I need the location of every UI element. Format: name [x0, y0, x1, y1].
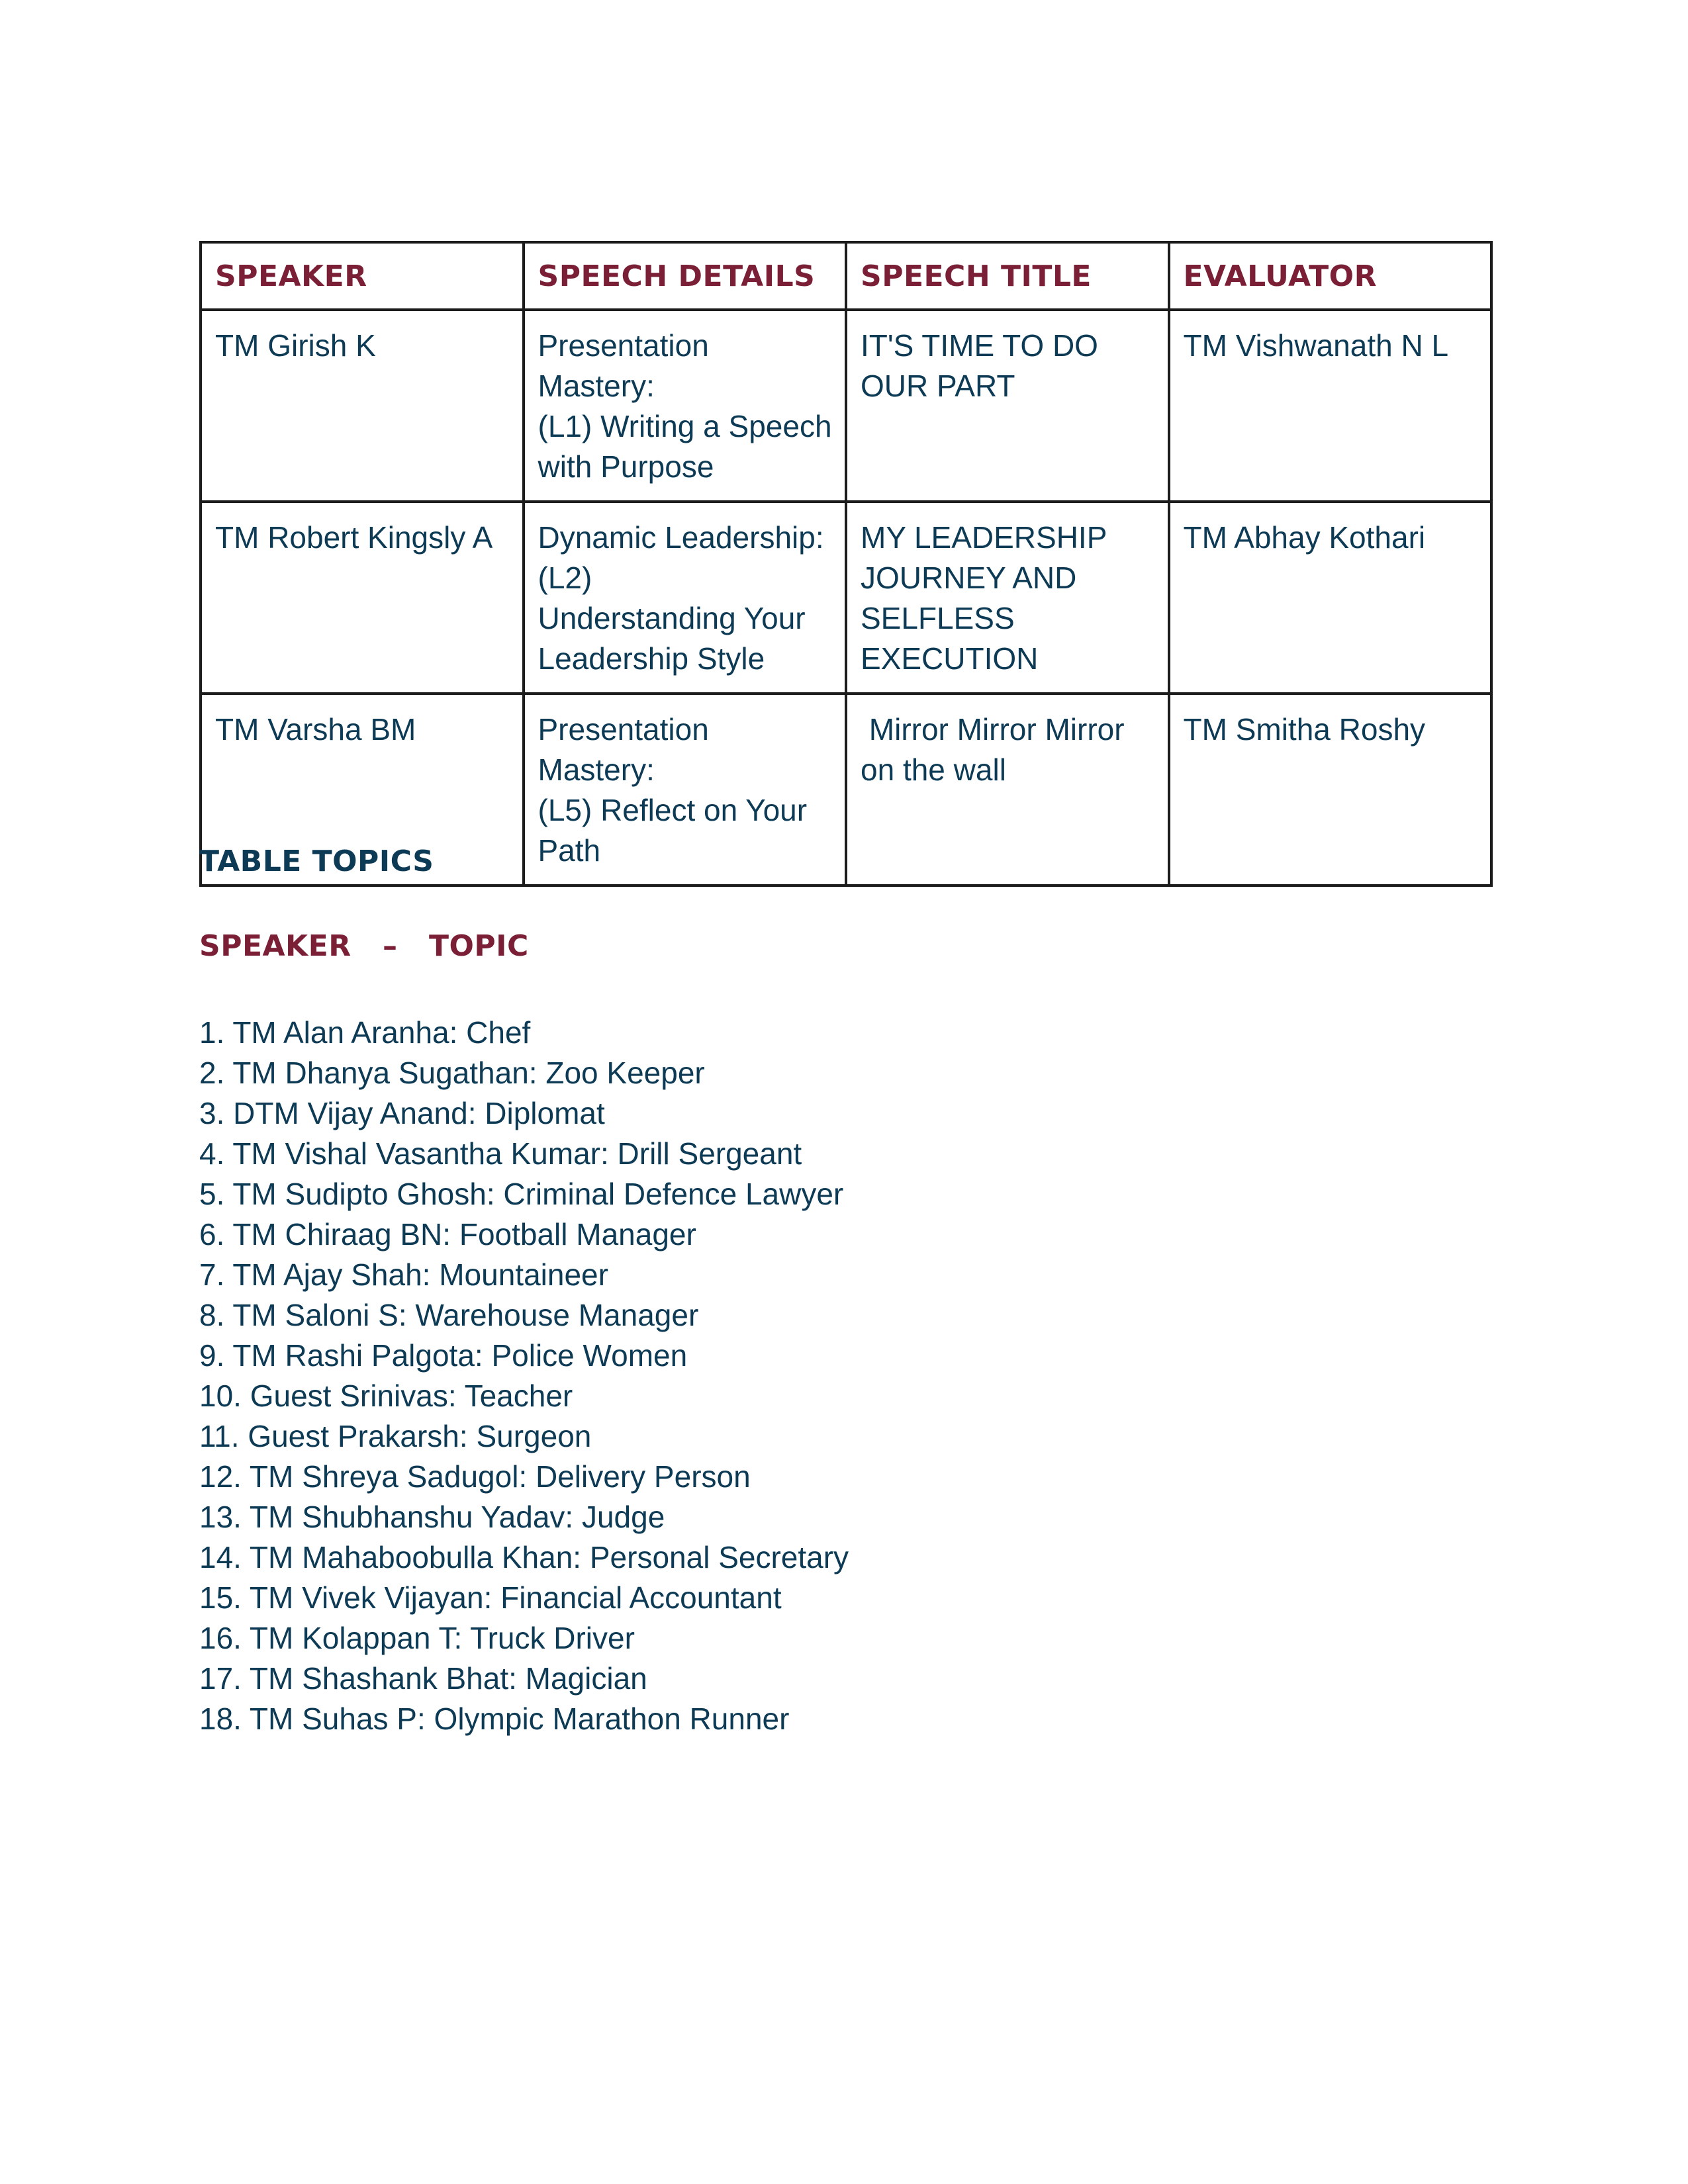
speech-details-cell	[524, 502, 847, 694]
header-evaluator: EVALUATOR	[1169, 242, 1492, 310]
list-item: 12. TM Shreya Sadugol: Delivery Person	[199, 1459, 751, 1494]
speech-schedule-table	[199, 241, 1493, 887]
speaker-cell: TM Girish K	[201, 310, 524, 502]
details-line: Presentation Mastery:	[538, 328, 709, 403]
title-line: MY LEADERSHIP	[861, 520, 1107, 555]
details-line: Leadership Style	[538, 641, 765, 676]
table-header-row	[201, 242, 1491, 310]
details-line: (L5) Reflect on Your	[538, 793, 808, 827]
speech-title-cell	[846, 502, 1169, 694]
list-item: 11. Guest Prakarsh: Surgeon	[199, 1419, 592, 1453]
list-item: 10. Guest Srinivas: Teacher	[199, 1379, 573, 1413]
list-item: 9. TM Rashi Palgota: Police Women	[199, 1338, 688, 1373]
title-line: OUR PART	[861, 369, 1015, 403]
evaluator-cell: TM Smitha Roshy	[1169, 694, 1492, 886]
list-item: 16. TM Kolappan T: Truck Driver	[199, 1621, 635, 1655]
header-speaker: SPEAKER	[201, 242, 524, 310]
table-row	[201, 310, 1491, 502]
details-line: (L1) Writing a Speech	[538, 409, 832, 443]
table-row	[201, 502, 1491, 694]
title-line: Mirror Mirror Mirror	[861, 712, 1125, 747]
list-item: 1. TM Alan Aranha: Chef	[199, 1015, 531, 1050]
title-line: EXECUTION	[861, 641, 1039, 676]
details-line: Dynamic Leadership:	[538, 520, 824, 555]
speaker-cell: TM Robert Kingsly A	[201, 502, 524, 694]
list-item: 6. TM Chiraag BN: Football Manager	[199, 1217, 696, 1251]
speech-title-cell	[846, 310, 1169, 502]
list-item: 18. TM Suhas P: Olympic Marathon Runner	[199, 1702, 790, 1736]
title-line: IT'S TIME TO DO	[861, 328, 1098, 363]
title-line: on the wall	[861, 752, 1006, 787]
list-item: 5. TM Sudipto Ghosh: Criminal Defence Lawyer	[199, 1177, 844, 1211]
details-line: (L2)	[538, 561, 592, 595]
list-item: 14. TM Mahaboobulla Khan: Personal Secretary	[199, 1540, 849, 1574]
details-line: Path	[538, 833, 601, 868]
list-item: 4. TM Vishal Vasantha Kumar: Drill Sergeant	[199, 1136, 802, 1171]
title-line: JOURNEY AND	[861, 561, 1077, 595]
header-speech-details: SPEECH DETAILS	[524, 242, 847, 310]
list-item: 3. DTM Vijay Anand: Diplomat	[199, 1096, 605, 1130]
table-topics-list	[199, 1013, 849, 1739]
table-topics-heading: TABLE TOPICS	[199, 844, 434, 878]
list-item: 2. TM Dhanya Sugathan: Zoo Keeper	[199, 1056, 705, 1090]
details-line: Understanding Your	[538, 601, 806, 635]
details-line: with Purpose	[538, 449, 714, 484]
speaker-topic-subheading: SPEAKER – TOPIC	[199, 929, 529, 963]
list-item: 15. TM Vivek Vijayan: Financial Accountant	[199, 1580, 782, 1615]
header-speech-title: SPEECH TITLE	[846, 242, 1169, 310]
speech-details-cell	[524, 310, 847, 502]
list-item: 13. TM Shubhanshu Yadav: Judge	[199, 1500, 665, 1534]
list-item: 7. TM Ajay Shah: Mountaineer	[199, 1257, 608, 1292]
speaker-cell: TM Varsha BM	[201, 694, 524, 886]
evaluator-cell: TM Abhay Kothari	[1169, 502, 1492, 694]
title-line: SELFLESS	[861, 601, 1015, 635]
speech-title-cell	[846, 694, 1169, 886]
details-line: Presentation Mastery:	[538, 712, 709, 787]
list-item: 8. TM Saloni S: Warehouse Manager	[199, 1298, 699, 1332]
evaluator-cell: TM Vishwanath N L	[1169, 310, 1492, 502]
list-item: 17. TM Shashank Bhat: Magician	[199, 1661, 647, 1696]
speech-details-cell	[524, 694, 847, 886]
